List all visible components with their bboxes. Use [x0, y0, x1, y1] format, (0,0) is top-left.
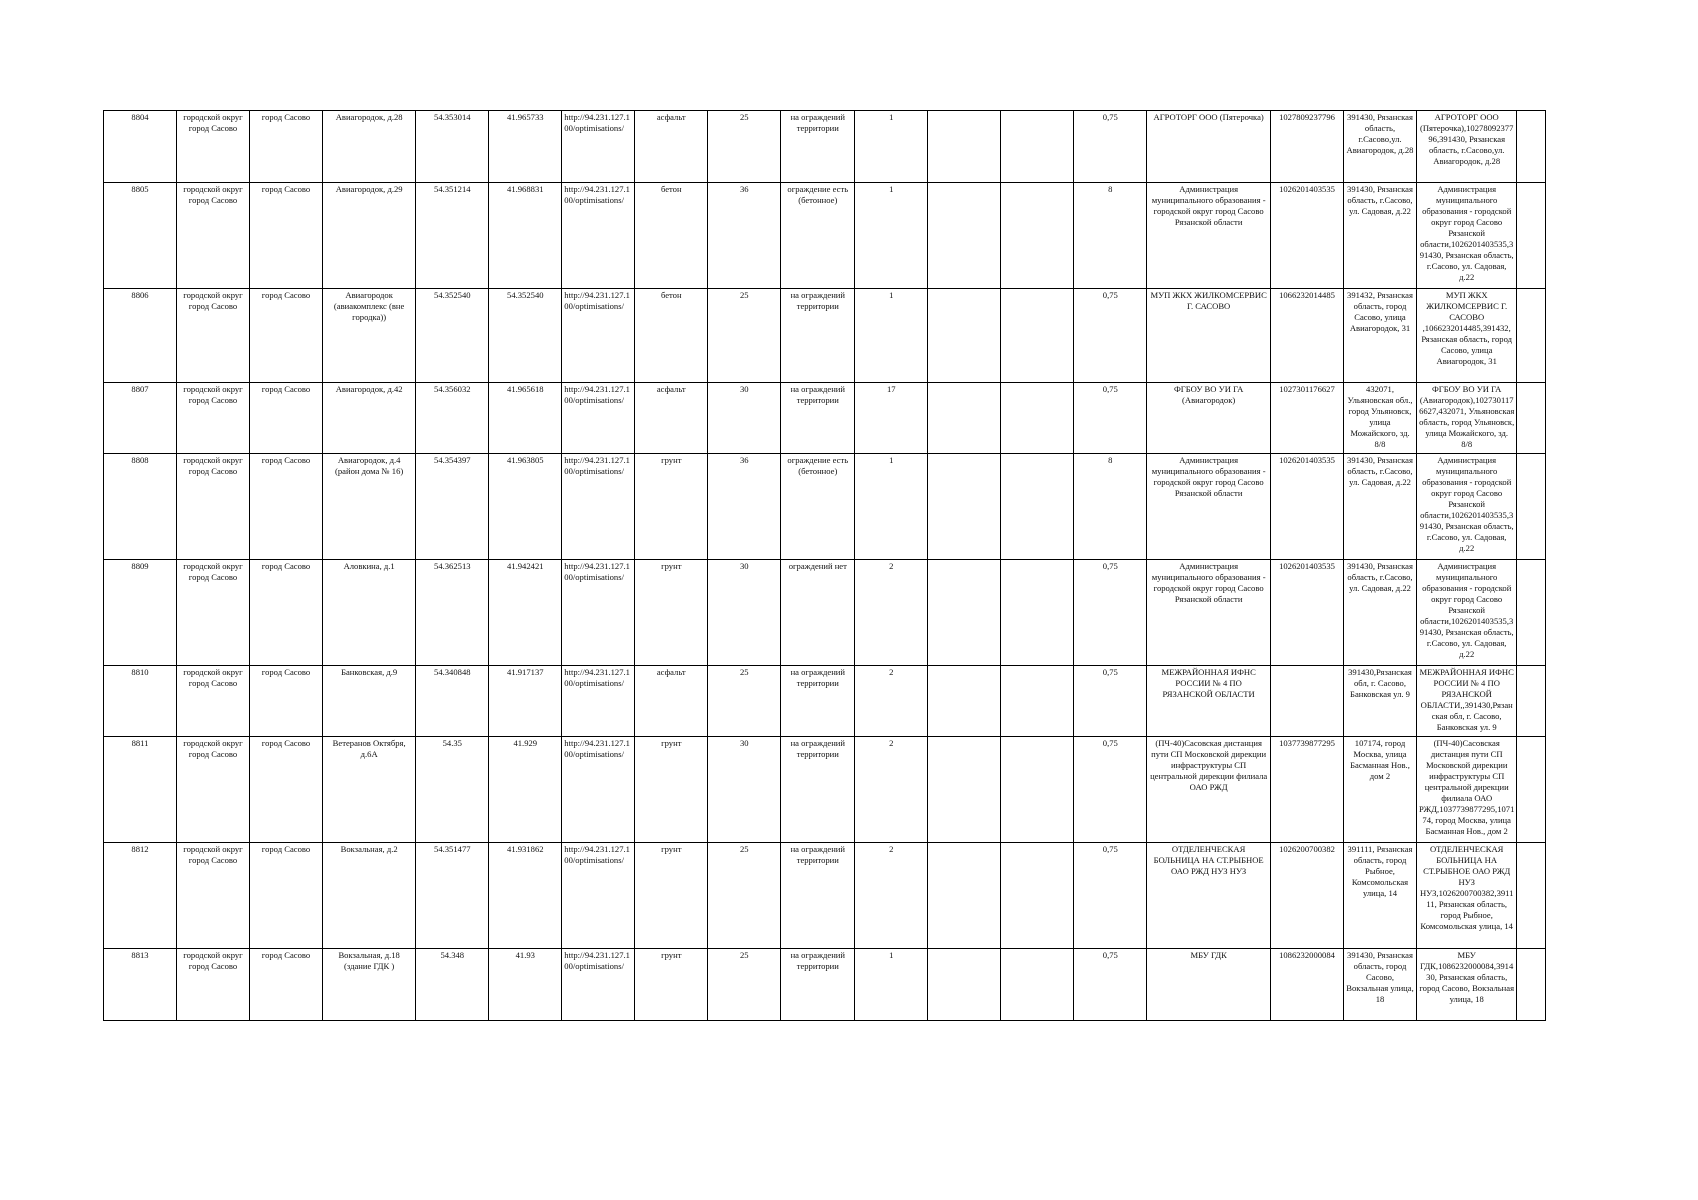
- container-count-cell: 2: [855, 560, 928, 666]
- ogrn-cell: 1026200700382: [1271, 843, 1344, 949]
- empty-cell: [928, 843, 1001, 949]
- latitude-cell: 54.351214: [416, 183, 489, 289]
- container-count-cell: 2: [855, 843, 928, 949]
- container-count-cell: 1: [855, 183, 928, 289]
- container-count-cell: 1: [855, 949, 928, 1021]
- surface-cell: грунт: [635, 560, 708, 666]
- surface-cell: бетон: [635, 183, 708, 289]
- empty-cell: [1001, 289, 1074, 383]
- empty-cell: [1001, 843, 1074, 949]
- container-volume-cell: 0,75: [1074, 111, 1147, 183]
- fence-cell: ограждение есть (бетонное): [781, 454, 855, 560]
- address-cell: Авиагородок, д.4 (район дома № 16): [323, 454, 416, 560]
- surface-cell: грунт: [635, 949, 708, 1021]
- waste-source-cell: ОТДЕЛЕНЧЕСКАЯ БОЛЬНИЦА НА СТ.РЫБНОЕ ОАО РЖД НУЗ НУЗ,1026200700382,391111, Рязанская область, город Рыбное, Комсомольская улица, 14: [1417, 843, 1517, 949]
- fence-cell: на ограждений территории: [781, 843, 855, 949]
- owner-name-cell: МЕЖРАЙОННАЯ ИФНС РОССИИ № 4 ПО РЯЗАНСКОЙ ОБЛАСТИ: [1147, 666, 1271, 737]
- empty-cell: [1517, 183, 1546, 289]
- surface-cell: бетон: [635, 289, 708, 383]
- surface-cell: грунт: [635, 843, 708, 949]
- container-volume-cell: 0,75: [1074, 560, 1147, 666]
- longitude-cell: 41.965618: [489, 383, 562, 454]
- container-volume-cell: 0,75: [1074, 737, 1147, 843]
- owner-address-cell: 391430, Рязанская область, г.Сасово, ул. Садовая, д.22: [1344, 560, 1417, 666]
- latitude-cell: 54.362513: [416, 560, 489, 666]
- map-link-cell[interactable]: http://94.231.127.100/optimisations/: [562, 843, 635, 949]
- container-count-cell: 2: [855, 737, 928, 843]
- table-row: [104, 183, 1546, 289]
- owner-name-cell: Администрация муниципального образования - городской округ город Сасово Рязанской области: [1147, 560, 1271, 666]
- district-cell: городской округ город Сасово: [177, 289, 250, 383]
- container-volume-cell: 8: [1074, 454, 1147, 560]
- waste-source-cell: Администрация муниципального образования - городской округ город Сасово Рязанской области,1026201403535,391430, Рязанская область, г.Сасово, ул. Садовая, д.22: [1417, 183, 1517, 289]
- latitude-cell: 54.353014: [416, 111, 489, 183]
- surface-cell: асфальт: [635, 666, 708, 737]
- waste-source-cell: (ПЧ-40)Сасовская дистанция пути СП Московской дирекции инфраструктуры СП центральной дирекции филиала ОАО РЖД,1037739877295,107174, город Москва, улица Басманная Нов., дом 2: [1417, 737, 1517, 843]
- empty-cell: [1001, 454, 1074, 560]
- empty-cell: [1517, 289, 1546, 383]
- ogrn-cell: 1026201403535: [1271, 560, 1344, 666]
- ogrn-cell: 1026201403535: [1271, 454, 1344, 560]
- row-number-cell: 8806: [104, 289, 177, 383]
- empty-cell: [928, 111, 1001, 183]
- owner-address-cell: 391430, Рязанская область, г.Сасово, ул. Садовая, д.22: [1344, 454, 1417, 560]
- latitude-cell: 54.356032: [416, 383, 489, 454]
- district-cell: городской округ город Сасово: [177, 843, 250, 949]
- address-cell: Ветеранов Октября, д.6А: [323, 737, 416, 843]
- waste-source-cell: МБУ ГДК,1086232000084,391430, Рязанская область, город Сасово, Вокзальная улица, 18: [1417, 949, 1517, 1021]
- map-link-cell[interactable]: http://94.231.127.100/optimisations/: [562, 183, 635, 289]
- owner-address-cell: 391430, Рязанская область, город Сасово, Вокзальная улица, 18: [1344, 949, 1417, 1021]
- empty-cell: [1517, 560, 1546, 666]
- surface-cell: асфальт: [635, 111, 708, 183]
- waste-source-cell: МЕЖРАЙОННАЯ ИФНС РОССИИ № 4 ПО РЯЗАНСКОЙ ОБЛАСТИ,,391430,Рязанская обл, г. Сасово, Банковская ул. 9: [1417, 666, 1517, 737]
- city-cell: город Сасово: [250, 454, 323, 560]
- map-link-cell[interactable]: http://94.231.127.100/optimisations/: [562, 949, 635, 1021]
- owner-address-cell: 432071, Ульяновская обл., город Ульяновск, улица Можайского, зд. 8/8: [1344, 383, 1417, 454]
- fence-cell: на ограждений территории: [781, 383, 855, 454]
- waste-source-cell: Администрация муниципального образования - городской округ город Сасово Рязанской области,1026201403535,391430, Рязанская область, г.Сасово, ул. Садовая, д.22: [1417, 560, 1517, 666]
- address-cell: Авиагородок, д.28: [323, 111, 416, 183]
- empty-cell: [1001, 111, 1074, 183]
- fence-cell: на ограждений территории: [781, 289, 855, 383]
- empty-cell: [1001, 383, 1074, 454]
- area-cell: 36: [708, 183, 781, 289]
- owner-address-cell: 391430, Рязанская область, г.Сасово, ул. Садовая, д.22: [1344, 183, 1417, 289]
- district-cell: городской округ город Сасово: [177, 454, 250, 560]
- container-count-cell: 17: [855, 383, 928, 454]
- row-number-cell: 8810: [104, 666, 177, 737]
- container-volume-cell: 0,75: [1074, 843, 1147, 949]
- empty-cell: [1001, 183, 1074, 289]
- map-link-cell[interactable]: http://94.231.127.100/optimisations/: [562, 666, 635, 737]
- address-cell: Банковская, д.9: [323, 666, 416, 737]
- waste-source-cell: Администрация муниципального образования - городской округ город Сасово Рязанской области,1026201403535,391430, Рязанская область, г.Сасово, ул. Садовая, д.22: [1417, 454, 1517, 560]
- table-row: [104, 666, 1546, 737]
- container-volume-cell: 8: [1074, 183, 1147, 289]
- empty-cell: [1517, 666, 1546, 737]
- city-cell: город Сасово: [250, 737, 323, 843]
- row-number-cell: 8811: [104, 737, 177, 843]
- owner-name-cell: ОТДЕЛЕНЧЕСКАЯ БОЛЬНИЦА НА СТ.РЫБНОЕ ОАО РЖД НУЗ НУЗ: [1147, 843, 1271, 949]
- address-cell: Авиагородок, д.29: [323, 183, 416, 289]
- container-count-cell: 1: [855, 111, 928, 183]
- district-cell: городской округ город Сасово: [177, 666, 250, 737]
- longitude-cell: 41.931862: [489, 843, 562, 949]
- empty-cell: [1001, 949, 1074, 1021]
- fence-cell: на ограждений территории: [781, 949, 855, 1021]
- owner-name-cell: Администрация муниципального образования - городской округ город Сасово Рязанской области: [1147, 454, 1271, 560]
- empty-cell: [1517, 843, 1546, 949]
- city-cell: город Сасово: [250, 843, 323, 949]
- area-cell: 30: [708, 383, 781, 454]
- longitude-cell: 54.352540: [489, 289, 562, 383]
- fence-cell: на ограждений территории: [781, 111, 855, 183]
- city-cell: город Сасово: [250, 383, 323, 454]
- container-volume-cell: 0,75: [1074, 383, 1147, 454]
- latitude-cell: 54.354397: [416, 454, 489, 560]
- row-number-cell: 8812: [104, 843, 177, 949]
- fence-cell: на ограждений территории: [781, 666, 855, 737]
- ogrn-cell: 1037739877295: [1271, 737, 1344, 843]
- address-cell: Аловкина, д.1: [323, 560, 416, 666]
- row-number-cell: 8805: [104, 183, 177, 289]
- city-cell: город Сасово: [250, 289, 323, 383]
- address-cell: Авиагородок (авиакомплекс (вне городка)): [323, 289, 416, 383]
- ogrn-cell: 1027809237796: [1271, 111, 1344, 183]
- owner-name-cell: МУП ЖКХ ЖИЛКОМСЕРВИС Г. САСОВО: [1147, 289, 1271, 383]
- owner-address-cell: 391111, Рязанская область, город Рыбное, Комсомольская улица, 14: [1344, 843, 1417, 949]
- empty-cell: [1517, 383, 1546, 454]
- waste-source-cell: АГРОТОРГ ООО (Пятерочка),1027809237796,391430, Рязанская область, г.Сасово,ул. Авиагородок, д.28: [1417, 111, 1517, 183]
- container-count-cell: 1: [855, 454, 928, 560]
- owner-address-cell: 391430,Рязанская обл, г. Сасово, Банковская ул. 9: [1344, 666, 1417, 737]
- table-row: [104, 560, 1546, 666]
- ogrn-cell: [1271, 666, 1344, 737]
- row-number-cell: 8807: [104, 383, 177, 454]
- fence-cell: ограждений нет: [781, 560, 855, 666]
- owner-name-cell: АГРОТОРГ ООО (Пятерочка): [1147, 111, 1271, 183]
- container-volume-cell: 0,75: [1074, 289, 1147, 383]
- map-link-cell[interactable]: http://94.231.127.100/optimisations/: [562, 111, 635, 183]
- latitude-cell: 54.351477: [416, 843, 489, 949]
- district-cell: городской округ город Сасово: [177, 183, 250, 289]
- longitude-cell: 41.968831: [489, 183, 562, 289]
- owner-address-cell: 107174, город Москва, улица Басманная Нов., дом 2: [1344, 737, 1417, 843]
- map-link-cell[interactable]: http://94.231.127.100/optimisations/: [562, 454, 635, 560]
- table-row: [104, 737, 1546, 843]
- empty-cell: [1517, 949, 1546, 1021]
- area-cell: 36: [708, 454, 781, 560]
- city-cell: город Сасово: [250, 111, 323, 183]
- city-cell: город Сасово: [250, 560, 323, 666]
- longitude-cell: 41.929: [489, 737, 562, 843]
- row-number-cell: 8809: [104, 560, 177, 666]
- empty-cell: [1001, 560, 1074, 666]
- empty-cell: [928, 949, 1001, 1021]
- row-number-cell: 8808: [104, 454, 177, 560]
- owner-name-cell: ФГБОУ ВО УИ ГА (Авиагородок): [1147, 383, 1271, 454]
- surface-cell: грунт: [635, 737, 708, 843]
- waste-source-cell: МУП ЖКХ ЖИЛКОМСЕРВИС Г. САСОВО ,1066232014485,391432, Рязанская область, город Сасово, улица Авиагородок, 31: [1417, 289, 1517, 383]
- district-cell: городской округ город Сасово: [177, 949, 250, 1021]
- owner-address-cell: 391432, Рязанская область, город Сасово, улица Авиагородок, 31: [1344, 289, 1417, 383]
- city-cell: город Сасово: [250, 949, 323, 1021]
- district-cell: городской округ город Сасово: [177, 560, 250, 666]
- registry-table-body: [104, 111, 1546, 1021]
- ogrn-cell: 1086232000084: [1271, 949, 1344, 1021]
- row-number-cell: 8813: [104, 949, 177, 1021]
- table-row: [104, 289, 1546, 383]
- address-cell: Авиагородок, д.42: [323, 383, 416, 454]
- latitude-cell: 54.340848: [416, 666, 489, 737]
- container-volume-cell: 0,75: [1074, 666, 1147, 737]
- table-row: [104, 111, 1546, 183]
- row-number-cell: 8804: [104, 111, 177, 183]
- map-link-cell[interactable]: http://94.231.127.100/optimisations/: [562, 560, 635, 666]
- surface-cell: асфальт: [635, 383, 708, 454]
- latitude-cell: 54.352540: [416, 289, 489, 383]
- surface-cell: грунт: [635, 454, 708, 560]
- empty-cell: [928, 183, 1001, 289]
- ogrn-cell: 1027301176627: [1271, 383, 1344, 454]
- table-row: [104, 949, 1546, 1021]
- ogrn-cell: 1026201403535: [1271, 183, 1344, 289]
- empty-cell: [1001, 737, 1074, 843]
- empty-cell: [928, 560, 1001, 666]
- district-cell: городской округ город Сасово: [177, 111, 250, 183]
- empty-cell: [1517, 737, 1546, 843]
- empty-cell: [928, 737, 1001, 843]
- owner-name-cell: Администрация муниципального образования - городской округ город Сасово Рязанской области: [1147, 183, 1271, 289]
- container-volume-cell: 0,75: [1074, 949, 1147, 1021]
- map-link-cell[interactable]: http://94.231.127.100/optimisations/: [562, 737, 635, 843]
- longitude-cell: 41.942421: [489, 560, 562, 666]
- address-cell: Вокзальная, д.18 (здание ГДК ): [323, 949, 416, 1021]
- table-row: [104, 843, 1546, 949]
- address-cell: Вокзальная, д.2: [323, 843, 416, 949]
- empty-cell: [1517, 454, 1546, 560]
- area-cell: 25: [708, 843, 781, 949]
- city-cell: город Сасово: [250, 666, 323, 737]
- longitude-cell: 41.965733: [489, 111, 562, 183]
- latitude-cell: 54.348: [416, 949, 489, 1021]
- latitude-cell: 54.35: [416, 737, 489, 843]
- longitude-cell: 41.917137: [489, 666, 562, 737]
- map-link-cell[interactable]: http://94.231.127.100/optimisations/: [562, 289, 635, 383]
- empty-cell: [928, 289, 1001, 383]
- map-link-cell[interactable]: http://94.231.127.100/optimisations/: [562, 383, 635, 454]
- area-cell: 25: [708, 111, 781, 183]
- empty-cell: [928, 666, 1001, 737]
- longitude-cell: 41.963805: [489, 454, 562, 560]
- fence-cell: ограждение есть (бетонное): [781, 183, 855, 289]
- area-cell: 30: [708, 560, 781, 666]
- area-cell: 25: [708, 666, 781, 737]
- empty-cell: [1517, 111, 1546, 183]
- waste-source-cell: ФГБОУ ВО УИ ГА (Авиагородок),1027301176627,432071, Ульяновская область, город Ульяновск, улица Можайского, зд. 8/8: [1417, 383, 1517, 454]
- city-cell: город Сасово: [250, 183, 323, 289]
- table-row: [104, 454, 1546, 560]
- ogrn-cell: 1066232014485: [1271, 289, 1344, 383]
- container-count-cell: 1: [855, 289, 928, 383]
- table-row: [104, 383, 1546, 454]
- district-cell: городской округ город Сасово: [177, 737, 250, 843]
- area-cell: 30: [708, 737, 781, 843]
- container-count-cell: 2: [855, 666, 928, 737]
- owner-address-cell: 391430, Рязанская область, г.Сасово,ул. Авиагородок, д.28: [1344, 111, 1417, 183]
- empty-cell: [928, 383, 1001, 454]
- longitude-cell: 41.93: [489, 949, 562, 1021]
- owner-name-cell: МБУ ГДК: [1147, 949, 1271, 1021]
- owner-name-cell: (ПЧ-40)Сасовская дистанция пути СП Московской дирекции инфраструктуры СП центральной дирекции филиала ОАО РЖД: [1147, 737, 1271, 843]
- area-cell: 25: [708, 289, 781, 383]
- empty-cell: [928, 454, 1001, 560]
- district-cell: городской округ город Сасово: [177, 383, 250, 454]
- registry-table: [103, 110, 1546, 1021]
- fence-cell: на ограждений территории: [781, 737, 855, 843]
- empty-cell: [1001, 666, 1074, 737]
- area-cell: 25: [708, 949, 781, 1021]
